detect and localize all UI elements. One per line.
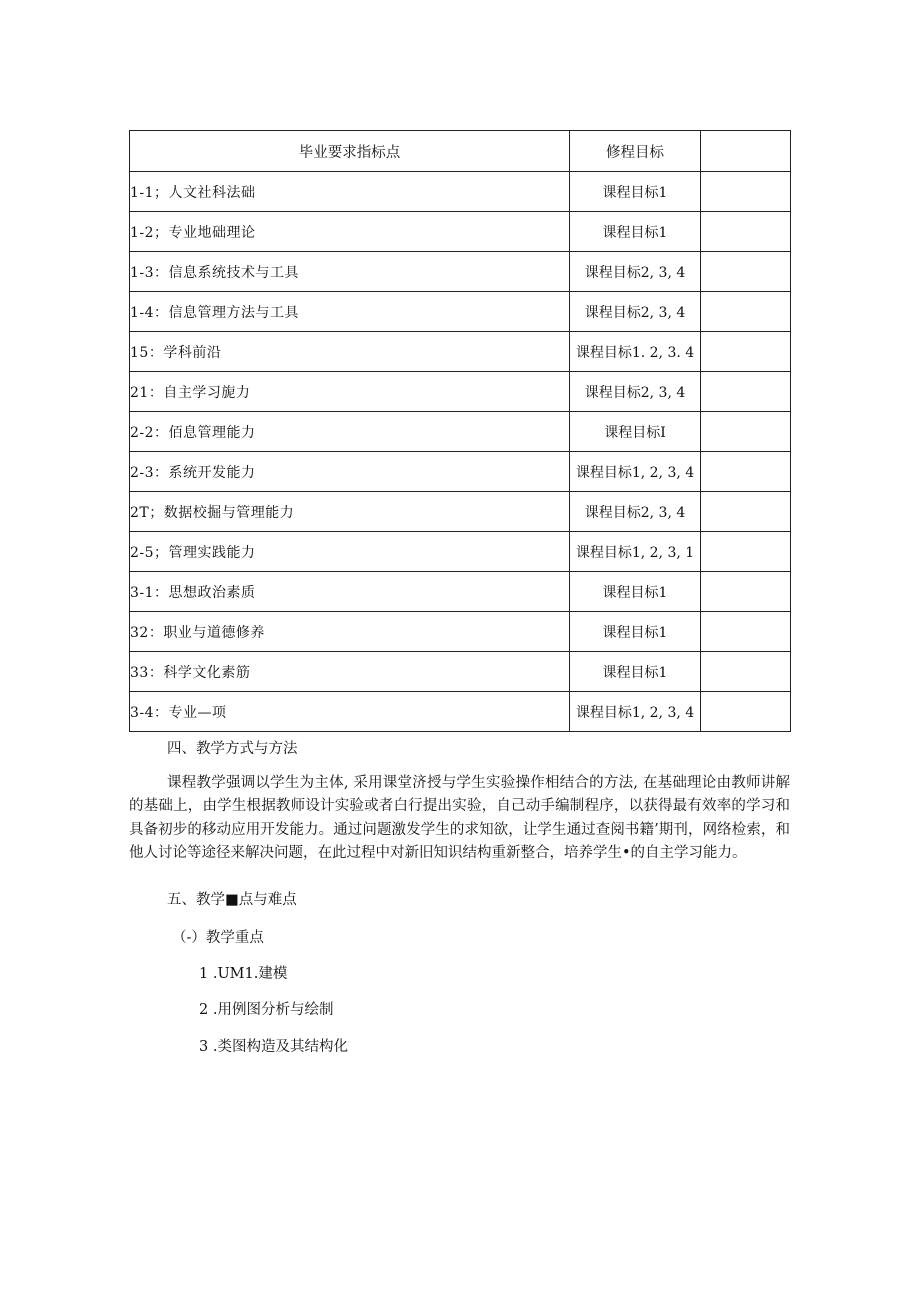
graduation-requirements-table [129,130,791,732]
focus-item-2: 2 .用例图分析与绘制 [199,1002,334,1018]
indicator-cell: 3-4：专业—项 [130,692,570,732]
focus-item-3: 3 .类图构造及其结构化 [199,1039,348,1055]
focus-item-1: 1 .UM1.建模 [199,966,288,982]
table-row [130,412,791,452]
section4-heading: 四、教学方式与方法 [167,741,298,757]
table-row [130,172,791,212]
empty-cell [701,372,791,412]
section5-heading: 五、教学■点与难点 [167,892,297,908]
header-goal: 修程目标 [570,131,701,172]
goal-cell: 课程目标1 [570,212,701,252]
indicator-cell: 1-2；专业地础理论 [130,212,570,252]
empty-cell [701,612,791,652]
empty-cell [701,252,791,292]
empty-cell [701,212,791,252]
empty-cell [701,332,791,372]
goal-cell: 课程目标2, 3, 4 [570,372,701,412]
indicator-cell: 21：自主学习旎力 [130,372,570,412]
indicator-cell: 33：科学文化素筋 [130,652,570,692]
table-row [130,452,791,492]
indicator-cell: 32：职业与道德修养 [130,612,570,652]
table-header-row [130,131,791,172]
goal-cell: 课程目标2, 3, 4 [570,492,701,532]
table-row [130,292,791,332]
goal-cell: 课程目标I [570,412,701,452]
goal-cell: 课程目标1 [570,652,701,692]
goal-cell: 课程目标1 [570,612,701,652]
goal-cell: 课程目标1, 2, 3, 1 [570,532,701,572]
empty-cell [701,652,791,692]
indicator-cell: 1-3：信息系统技术与工具 [130,252,570,292]
empty-cell [701,492,791,532]
empty-cell [701,532,791,572]
goal-cell: 课程目标1, 2, 3, 4 [570,692,701,732]
table-row [130,572,791,612]
table-row [130,492,791,532]
empty-cell [701,572,791,612]
indicator-cell: 3-1：思想政治素质 [130,572,570,612]
indicator-cell: 1-4：信息管理方法与工具 [130,292,570,332]
empty-cell [701,292,791,332]
indicator-cell: 2T；数据校掘与管理能力 [130,492,570,532]
empty-cell [701,172,791,212]
empty-cell [701,412,791,452]
goal-cell: 课程目标1 [570,172,701,212]
indicator-cell: 1-1；人文社科法础 [130,172,570,212]
table-row [130,332,791,372]
goal-cell: 课程目标2, 3, 4 [570,292,701,332]
indicator-cell: 2-2：佰息管理能力 [130,412,570,452]
goal-cell: 课程目标1. 2, 3. 4 [570,332,701,372]
section4-paragraph: 课程教学强调以学生为主体, 采用课堂济授与学生实验操作相结合的方法, 在基础理论由教师讲解的基础上，由学生根据教师设计实验或者白行提出实验，自己动手编制程序，以获得最有效率的学习和具备初步的移动应用开发能力。通过问题激发学生的求知欲，让学生通过查阅书籍’期刊，网络检索，和他人讨论等途径来解决问题，在此过程中对新旧知识结构重新整合，培养学生•的自主学习能力。 [129,775,790,862]
goal-cell: 课程目标1, 2, 3, 4 [570,452,701,492]
table-row [130,612,791,652]
table-row [130,532,791,572]
goal-cell: 课程目标2, 3, 4 [570,252,701,292]
empty-cell [701,692,791,732]
indicator-cell: 2-5；管理实践能力 [130,532,570,572]
header-indicator: 毕业要求指标点 [130,131,570,172]
goal-cell: 课程目标1 [570,572,701,612]
section5-subheading: （-）教学重点 [172,930,264,946]
indicator-cell: 2-3：系统开发能力 [130,452,570,492]
empty-cell [701,452,791,492]
table-row [130,372,791,412]
table-row [130,212,791,252]
indicator-cell: 15：学科前沿 [130,332,570,372]
header-empty [701,131,791,172]
table-row [130,652,791,692]
table-row [130,252,791,292]
table-row [130,692,791,732]
